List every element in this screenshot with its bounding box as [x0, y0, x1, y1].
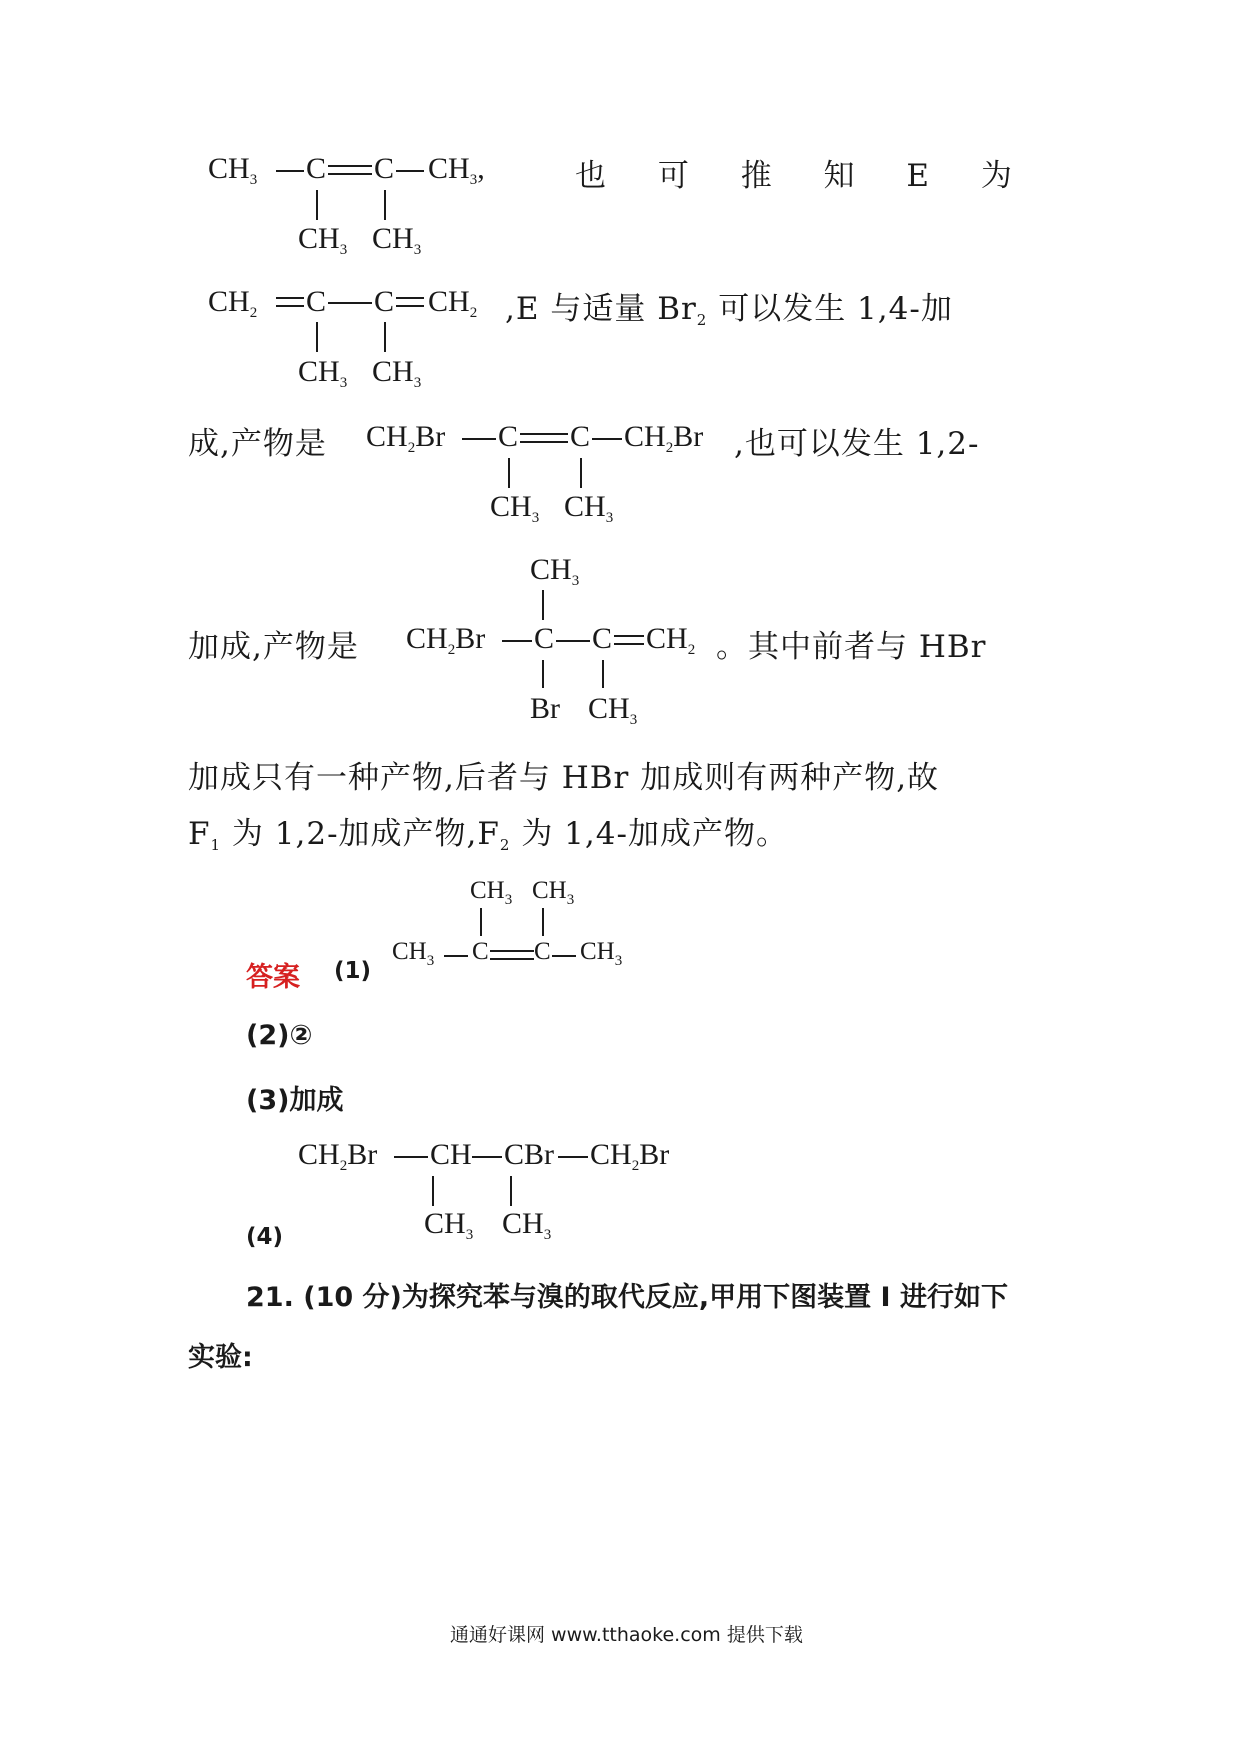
paragraph-6: $F_1$ 为 1,2-加成产物$,F_2$ 为 1,4-加成产物。	[188, 816, 788, 854]
answer-1-label: (1)	[334, 958, 372, 984]
paragraph-3-lead: 成,产物是	[188, 426, 327, 462]
footer-download-notice: 通通好课网 www.tthaoke.com 提供下载	[450, 1624, 803, 1646]
answer-2: (2)②	[246, 1020, 313, 1051]
document-page: $CH_3$ C C $CH_3$, $CH_3$ $CH_3$ 也 可 推 知 E 为 $CH_2$ C C $CH_2$ $CH_3$ $CH_3$ ,E 与适量 $Br_2$ 可以发生 1,4-加 成,产物是 $CH_2Br$ C C $CH_2Br$ $CH_3$ $CH_3$ ,也可以发生 1,2- 加成,产物是 $CH_3$ $CH_2Br$ C C $CH_2$ Br $CH_3$ 。其中前者与 HBr 加成只有一种产物,后者与 HBr 加成则有两种产物,故 $F_1$ 为 1,2-加成产物$,F_2$ 为 1,4-加成产物。 答案 (1) $CH_3$ $CH_3$ $CH_3$ C C $CH_3$ (2)② (3)加成 $CH_2Br$ CH CBr $CH_2Br$ $CH_3$ $CH_3$ (4) 21. (10 分)为探究苯与溴的取代反应,甲用下图装置 I 进行如下 实验: 通通好课网 www.tthaoke.com 提供下载	[188, 152, 1013, 1646]
paragraph-4-tail: 。其中前者与 HBr	[716, 629, 987, 665]
paragraph-1-text: 也 可 推 知 E 为	[575, 158, 1013, 194]
question-21-line-2: 实验:	[188, 1342, 253, 1373]
answer-3: (3)加成	[246, 1085, 344, 1116]
answer-label: 答案	[246, 962, 300, 993]
paragraph-2-text: ,E 与适量 $Br_2$ 可以发生 1,4-加	[505, 291, 953, 329]
paragraph-3-tail: ,也可以发生 1,2-	[734, 426, 980, 462]
paragraph-5: 加成只有一种产物,后者与 HBr 加成则有两种产物,故	[188, 760, 940, 796]
paragraph-4-lead: 加成,产物是	[188, 629, 359, 665]
answer-4-label: (4)	[246, 1224, 284, 1250]
question-21-line-1: 21. (10 分)为探究苯与溴的取代反应,甲用下图装置 I 进行如下	[246, 1282, 1008, 1313]
